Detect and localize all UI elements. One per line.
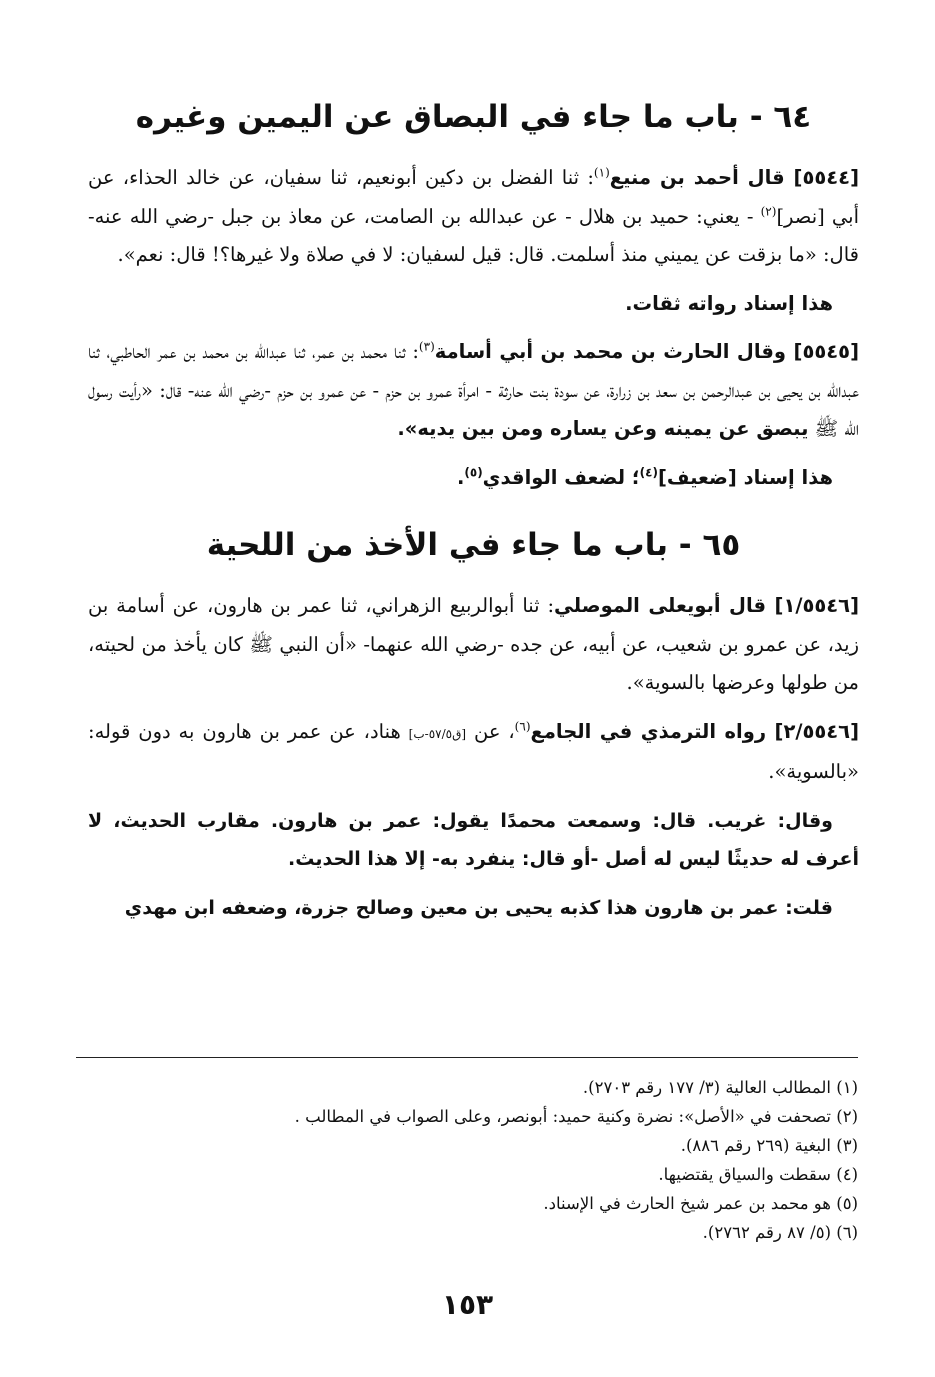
hadith-5544-text-2: - يعني: حميد بن هلال - عن عبدالله بن الصامت، عن معاذ بن جبل -رضي الله عنه- قال: «ما بزقت عن يميني منذ أسلمت. قال: قيل لسفيان: لا في صلاة ولا غيرها؟! قال: نعم». bbox=[88, 204, 859, 266]
footnotes bbox=[150, 1073, 858, 1247]
hadith-5544-text-1: : ثنا الفضل بن دكين أبونعيم، ثنا سفيان، عن خالد الحذاء، عن أبي [نصر] bbox=[88, 166, 860, 228]
grade-5545 bbox=[88, 459, 859, 498]
grade-5545-text-2: ؛ لضعف الواقدي bbox=[482, 465, 640, 489]
editor-comment: قلت: عمر بن هارون هذا كذبه يحيى بن معين وصالح جزرة، وضعفه ابن مهدي bbox=[124, 896, 833, 919]
hadith-5546-1-text: : ثنا أبوالربيع الزهراني، ثنا عمر بن هارون، عن أسامة بن زيد، عن عمرو بن شعيب، عن أبيه، عن جده -رضي الله عنهما- «أن النبي ﷺ كان يأخذ من لحيته، من طولها وعرضها بالسوية». bbox=[88, 594, 859, 694]
hadith-5546-1 bbox=[88, 587, 859, 703]
page-number: ١٥٣ bbox=[441, 1288, 494, 1321]
chapter-65-title: ٦٥ - باب ما جاء في الأخذ من اللحية bbox=[206, 527, 741, 563]
grade-5545-text-3: . bbox=[456, 465, 465, 489]
tirmidhi-comment: وقال: غريب. قال: وسمعت محمدًا يقول: عمر بن هارون. مقارب الحديث، لا أعرف له حديثًا ليس له أصل -أو قال: ينفرد به- إلا هذا الحديث. bbox=[88, 809, 859, 870]
grade-5545-text-1: هذا إسناد [ضعيف] bbox=[657, 465, 833, 489]
grade-5544: هذا إسناد رواته ثقات. bbox=[625, 291, 833, 315]
hadith-5546-1-lead: [١/٥٥٤٦] قال أبويعلى الموصلي bbox=[554, 594, 859, 617]
page-body bbox=[88, 95, 859, 927]
footnote-ref-3: (٣) bbox=[418, 339, 435, 354]
hadith-5546-2-lead: [٢/٥٥٤٦] رواه الترمذي في الجامع bbox=[530, 719, 860, 743]
footnote-5: (٥) هو محمد بن عمر شيخ الحارث في الإسناد. bbox=[543, 1194, 858, 1213]
hadith-5544-lead: [٥٥٤٤] قال أحمد بن منيع bbox=[609, 166, 859, 189]
hadith-5545-text-1: : ثنا محمد بن عمر، ثنا عبدالله بن محمد بن عمر الحاطبي، ثنا عبدالله بن يحيى بن عبدالرحمن بن سعد بن زرارة، عن سودة بنت حارثة - امرأة عمرو بن حزم - عن عمرو بن حزم -رضي الله عنه- قال: «رأيت رسول الله ﷺ bbox=[88, 340, 859, 440]
footnote-4: (٤) سقطت والسياق يقتضيها. bbox=[658, 1165, 858, 1184]
hadith-5546-2-text-1: ، عن bbox=[466, 719, 515, 743]
footnote-ref-6: (٦) bbox=[514, 719, 531, 733]
chapter-64-title: ٦٤ - باب ما جاء في البصاق عن اليمين وغيره bbox=[135, 99, 812, 135]
footnote-separator bbox=[76, 1057, 858, 1058]
footnote-3: (٣) البغية (٢٦٩ رقم ٨٨٦). bbox=[680, 1136, 858, 1155]
hadith-5546-2 bbox=[88, 713, 859, 792]
hadith-5544 bbox=[88, 159, 859, 275]
footnote-6: (٦) (٥/ ٨٧ رقم ٢٧٦٢). bbox=[702, 1223, 858, 1242]
hadith-5545-lead: [٥٥٤٥] وقال الحارث بن محمد بن أبي أسامة bbox=[434, 340, 859, 363]
hadith-5546-2-text-2: هناد، عن عمر بن هارون به دون قوله: «بالسوية». bbox=[88, 719, 859, 783]
footnote-ref-5: (٥) bbox=[464, 465, 483, 479]
footnote-ref-4: (٤) bbox=[639, 465, 658, 479]
manuscript-folio-mark: [ق٥٧/٥-ب] bbox=[408, 726, 467, 741]
footnote-ref-1: (١) bbox=[593, 165, 610, 180]
footnote-1: (١) المطالب العالية (٣/ ١٧٧ رقم ٢٧٠٣). bbox=[582, 1078, 858, 1097]
hadith-5545 bbox=[88, 333, 859, 449]
hadith-5545-text-2: يبصق عن يمينه وعن يساره ومن بين يديه». bbox=[397, 417, 809, 440]
footnote-2: (٢) تصحفت في «الأصل»: نضرة وكنية حميد: أبونصر، وعلى الصواب في المطالب . bbox=[294, 1107, 858, 1126]
footnote-ref-2: (٢) bbox=[760, 204, 777, 218]
